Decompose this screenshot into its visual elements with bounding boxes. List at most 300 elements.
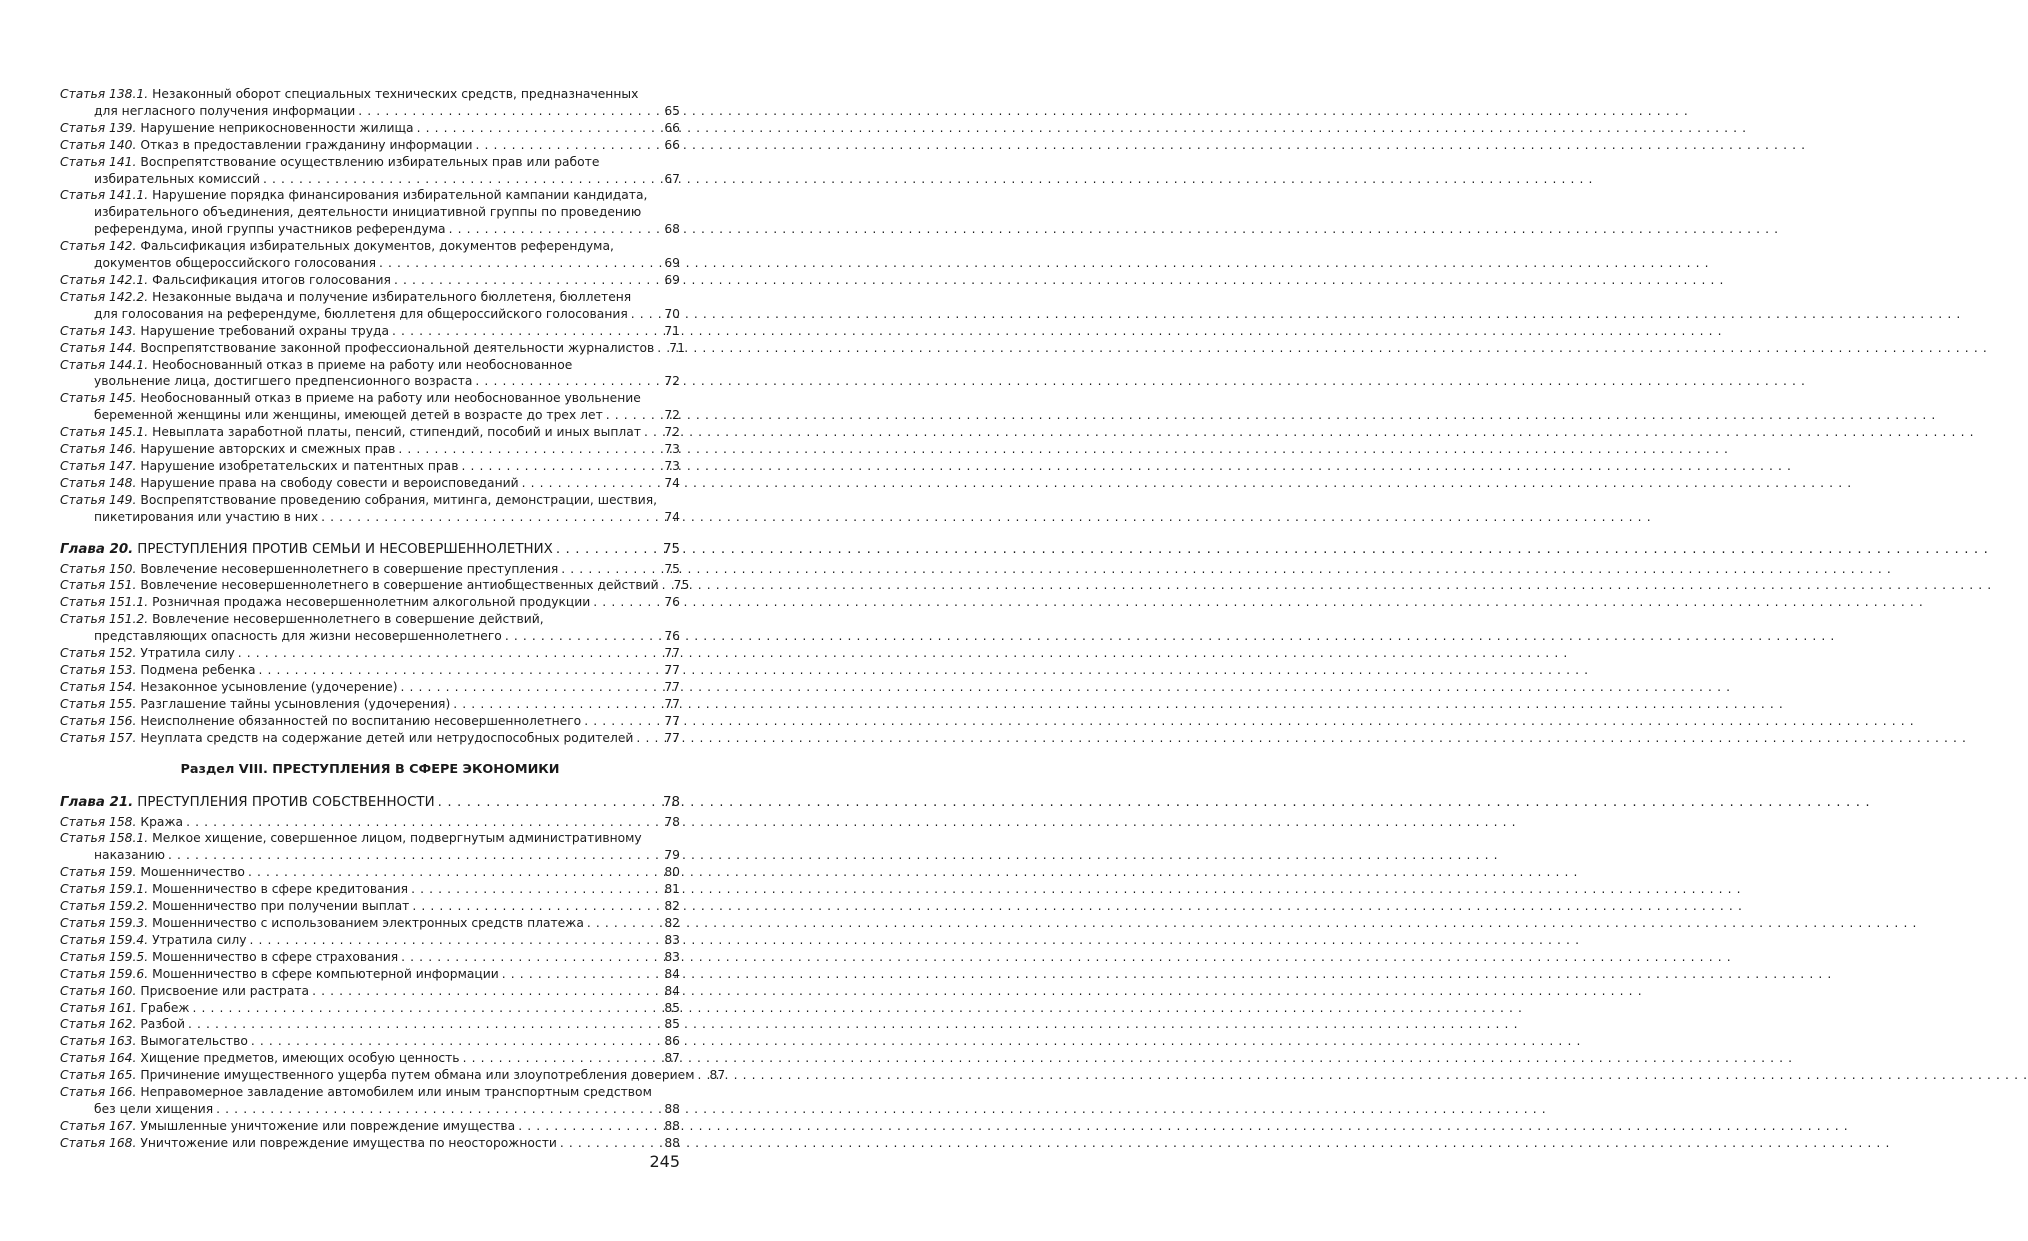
- toc-line: [60, 154, 680, 171]
- toc-line: [60, 238, 680, 255]
- dot-leader: [401, 949, 662, 966]
- toc-entry: [60, 120, 680, 137]
- page-number: 245: [649, 1152, 680, 1171]
- toc-line: [60, 577, 690, 594]
- toc-line: [60, 171, 680, 188]
- toc-line: [60, 713, 680, 730]
- toc-entry: [60, 645, 680, 662]
- article-label: Статья 164.: [60, 1051, 137, 1066]
- article-label: Статья 143.: [60, 323, 137, 338]
- article-title: Умышленные уничтожение или повреждение имущества: [140, 1118, 516, 1133]
- dot-leader: [401, 679, 663, 696]
- article-label: Статья 144.: [60, 340, 137, 355]
- toc-line: [60, 221, 680, 238]
- page-ref: 76: [664, 595, 680, 610]
- article-label: Статья 141.1.: [60, 188, 149, 203]
- page-ref: 66: [664, 137, 680, 152]
- toc-entry: [60, 441, 680, 458]
- article-title: Кража: [140, 814, 184, 829]
- page-ref: 82: [664, 915, 680, 930]
- toc-line: [60, 679, 680, 696]
- toc-line: [60, 86, 680, 103]
- article-label: Статья 167.: [60, 1118, 137, 1133]
- dot-leader: [358, 103, 662, 120]
- article-label: Статья 150.: [60, 561, 137, 576]
- dot-leader: [560, 1135, 662, 1152]
- article-label: Статья 142.: [60, 239, 137, 254]
- page-ref: 69: [664, 272, 680, 287]
- toc-line: [60, 1016, 680, 1033]
- page-ref: 74: [664, 509, 680, 524]
- page-ref: 88: [664, 1118, 680, 1133]
- toc-line: [60, 340, 685, 357]
- page-ref: 72: [664, 374, 680, 389]
- toc-line: [60, 814, 680, 831]
- article-title: Розничная продажа несовершеннолетним алкогольной продукции: [152, 595, 591, 610]
- page-ref: 71: [664, 323, 680, 338]
- dot-leader: [662, 577, 672, 594]
- article-title: Нарушение авторских и смежных прав: [140, 442, 396, 457]
- page-ref: 83: [664, 932, 680, 947]
- toc-line: [60, 864, 680, 881]
- page-ref: 88: [664, 1101, 680, 1116]
- article-label: Статья 159.1.: [60, 882, 149, 897]
- article-label: Статья 159.3.: [60, 915, 149, 930]
- toc-line: [60, 1135, 680, 1152]
- toc-line: [60, 561, 680, 578]
- toc-entry: [60, 1033, 680, 1050]
- dot-leader: [657, 340, 667, 357]
- page-ref: 77: [664, 679, 680, 694]
- dot-leader: [556, 541, 661, 559]
- toc-entry: [60, 1000, 680, 1017]
- article-title: Невыплата заработной платы, пенсий, стипендий, пособий и иных выплат: [152, 425, 641, 440]
- toc-line: [60, 983, 680, 1000]
- toc-entry: [60, 915, 680, 932]
- article-title: Мошенничество в сфере страхования: [152, 949, 399, 964]
- page-ref: 72: [664, 425, 680, 440]
- dot-leader: [606, 407, 663, 424]
- article-label: Статья 142.1.: [60, 272, 149, 287]
- article-title: Присвоение или растрата: [140, 983, 310, 998]
- dot-leader: [249, 932, 662, 949]
- page-ref: 80: [664, 865, 680, 880]
- toc-line: [60, 1033, 680, 1050]
- article-title: Грабеж: [140, 1000, 190, 1015]
- page-ref: 77: [664, 696, 680, 711]
- article-title: Разбой: [140, 1017, 185, 1032]
- article-title: для негласного получения информации: [94, 103, 356, 118]
- article-title: избирательных комиссий: [94, 171, 260, 186]
- article-title: Незаконный оборот специальных технических средств, предназначенных: [152, 87, 639, 101]
- toc-entry: [60, 187, 680, 238]
- toc-entry: [60, 611, 680, 645]
- article-label: Статья 159.4.: [60, 932, 149, 947]
- article-title: Нарушение неприкосновенности жилища: [140, 120, 414, 135]
- toc-line: [60, 915, 680, 932]
- dot-leader: [584, 713, 662, 730]
- article-title: Мошенничество: [140, 865, 245, 880]
- page-ref: 87: [664, 1051, 680, 1066]
- dot-leader: [188, 1016, 662, 1033]
- toc-line: [60, 1101, 680, 1118]
- page-ref: 81: [664, 882, 680, 897]
- article-label: Статья 154.: [60, 679, 137, 694]
- toc-line: [60, 830, 680, 847]
- toc-entry: [60, 238, 680, 272]
- toc-entry: [60, 864, 680, 881]
- toc-line: [60, 323, 680, 340]
- article-label: Статья 161.: [60, 1000, 137, 1015]
- dot-leader: [438, 794, 661, 812]
- toc-entry: [60, 289, 680, 323]
- page-ref: 84: [664, 983, 680, 998]
- toc-entry: [60, 323, 680, 340]
- article-title: Причинение имущественного ущерба путем обмана или злоупотребления доверием: [140, 1068, 695, 1083]
- page-ref: 85: [664, 1000, 680, 1015]
- article-title: Уничтожение или повреждение имущества по неосторожности: [140, 1135, 557, 1150]
- toc-line: [60, 932, 680, 949]
- toc-entry: [60, 1135, 680, 1152]
- article-label: Статья 152.: [60, 646, 137, 661]
- dot-leader: [412, 898, 662, 915]
- table-of-contents: [60, 86, 726, 1152]
- page-ref: 65: [664, 103, 680, 118]
- article-label: Статья 149.: [60, 492, 137, 507]
- toc-line: [60, 272, 680, 289]
- dot-leader: [259, 662, 663, 679]
- page-ref: 86: [664, 1034, 680, 1049]
- toc-entry: [60, 949, 680, 966]
- article-label: Статья 158.: [60, 814, 137, 829]
- toc-entry: [60, 730, 680, 747]
- article-label: Статья 168.: [60, 1135, 137, 1150]
- toc-line: [60, 204, 680, 221]
- toc-line: [60, 881, 680, 898]
- toc-entry: [60, 154, 680, 188]
- toc-line: [60, 441, 680, 458]
- toc-line: [60, 1118, 680, 1135]
- toc-entry: [60, 1118, 680, 1135]
- dot-leader: [518, 1118, 662, 1135]
- article-title: Фальсификация избирательных документов, документов референдума,: [140, 239, 614, 254]
- toc-entry: [60, 475, 680, 492]
- page-ref: 69: [664, 256, 680, 271]
- toc-entry: [60, 561, 680, 578]
- article-label: Статья 159.6.: [60, 966, 149, 981]
- article-label: Статья 145.1.: [60, 425, 149, 440]
- page-ref: 76: [664, 629, 680, 644]
- dot-leader: [475, 373, 662, 390]
- chapter-title: ПРЕСТУПЛЕНИЯ ПРОТИВ СЕМЬИ И НЕСОВЕРШЕННОЛЕТНИХ: [137, 541, 553, 557]
- article-label: Статья 159.2.: [60, 899, 149, 914]
- toc-line: [60, 696, 680, 713]
- article-title: Незаконное усыновление (удочерение): [140, 679, 398, 694]
- page-ref: 77: [664, 646, 680, 661]
- toc-line: [60, 611, 680, 628]
- page-ref: 77: [664, 663, 680, 677]
- toc-entry: [60, 594, 680, 611]
- article-title: Воспрепятствование законной профессиональной деятельности журналистов: [140, 340, 655, 355]
- article-title: Неправомерное завладение автомобилем или иным транспортным средством: [140, 1085, 652, 1100]
- article-title: Воспрепятствование проведению собрания, митинга, демонстрации, шествия,: [140, 492, 658, 507]
- dot-leader: [417, 120, 663, 137]
- toc-line: [60, 306, 680, 323]
- toc-entry: [60, 390, 680, 424]
- dot-leader: [398, 441, 662, 458]
- toc-line: [60, 390, 680, 407]
- dot-leader: [522, 475, 663, 492]
- article-label: Статья 159.: [60, 865, 137, 880]
- dot-leader: [238, 645, 663, 662]
- article-label: Статья 142.2.: [60, 289, 149, 304]
- article-label: Статья 163.: [60, 1034, 137, 1049]
- page-ref: 87: [709, 1068, 726, 1083]
- toc-line: [60, 966, 680, 983]
- article-title: наказанию: [94, 848, 165, 863]
- toc-line: [60, 1050, 680, 1067]
- dot-leader: [502, 966, 663, 983]
- page-ref: 88: [664, 1135, 680, 1150]
- article-title: увольнение лица, достигшего предпенсионного возраста: [94, 374, 473, 389]
- toc-line: [60, 730, 680, 747]
- article-label: Статья 153.: [60, 663, 137, 677]
- toc-line: [60, 898, 680, 915]
- article-title: Вовлечение несовершеннолетнего в совершение действий,: [152, 612, 544, 627]
- chapter-entry: [60, 541, 680, 559]
- article-title: Нарушение требований охраны труда: [140, 323, 390, 338]
- dot-leader: [461, 458, 662, 475]
- article-title: Незаконные выдача и получение избирательного бюллетеня, бюллетеня: [152, 289, 632, 304]
- toc-line: [60, 137, 680, 154]
- page-ref: 75: [664, 561, 680, 576]
- page-ref: 85: [664, 1017, 680, 1032]
- dot-leader: [593, 594, 662, 611]
- toc-line: [60, 509, 680, 526]
- toc-entry: [60, 898, 680, 915]
- article-title: Мошенничество при получении выплат: [152, 899, 410, 914]
- toc-entry: [60, 966, 680, 983]
- toc-line: [60, 289, 680, 306]
- toc-line: [60, 424, 680, 441]
- dot-leader: [192, 1000, 662, 1017]
- dot-leader: [216, 1101, 662, 1118]
- toc-line: [60, 458, 680, 475]
- page-ref: 67: [664, 171, 680, 186]
- page-ref: 72: [664, 408, 680, 423]
- toc-line: [60, 373, 680, 390]
- page-ref: 78: [662, 794, 680, 810]
- page-ref: 75: [673, 578, 690, 593]
- article-title: Фальсификация итогов голосования: [152, 272, 391, 287]
- article-title: Вовлечение несовершеннолетнего в совершение преступления: [140, 561, 559, 576]
- toc-entry: [60, 696, 680, 713]
- toc-line: [60, 407, 680, 424]
- toc-entry: [60, 340, 685, 357]
- toc-line: [60, 120, 680, 137]
- toc-entry: [60, 458, 680, 475]
- dot-leader: [251, 1033, 662, 1050]
- article-title: референдума, иной группы участников референдума: [94, 222, 446, 237]
- article-title: Необоснованный отказ в приеме на работу или необоснованное увольнение: [140, 391, 641, 406]
- toc-line: [60, 1000, 680, 1017]
- chapter-label: Глава 21.: [60, 794, 134, 810]
- dot-leader: [379, 255, 662, 272]
- article-title: избирательного объединения, деятельности инициативной группы по проведению: [94, 205, 642, 220]
- dot-leader: [449, 221, 663, 238]
- toc-entry: [60, 679, 680, 696]
- toc-entry: [60, 881, 680, 898]
- toc-entry: [60, 137, 680, 154]
- article-label: Статья 151.1.: [60, 595, 149, 610]
- dot-leader: [263, 171, 662, 188]
- dot-leader: [644, 424, 662, 441]
- article-label: Статья 151.2.: [60, 612, 149, 627]
- article-label: Статья 160.: [60, 983, 137, 998]
- toc-line: [60, 949, 680, 966]
- article-title: Нарушение порядка финансирования избирательной кампании кандидата,: [152, 188, 648, 203]
- article-label: Статья 147.: [60, 458, 137, 473]
- article-label: Статья 144.1.: [60, 357, 149, 372]
- article-title: Неисполнение обязанностей по воспитанию несовершеннолетнего: [140, 713, 582, 728]
- dot-leader: [636, 730, 662, 747]
- article-title: Нарушение права на свободу совести и вероисповеданий: [140, 475, 519, 490]
- article-title: представляющих опасность для жизни несовершеннолетнего: [94, 629, 502, 644]
- article-label: Статья 166.: [60, 1085, 137, 1100]
- dot-leader: [411, 881, 662, 898]
- article-title: Мелкое хищение, совершенное лицом, подвергнутым административному: [152, 831, 642, 846]
- article-title: Мошенничество в сфере компьютерной информации: [152, 966, 499, 981]
- toc-entry: [60, 424, 680, 441]
- article-title: Вовлечение несовершеннолетнего в совершение антиобщественных действий: [140, 578, 659, 593]
- toc-line: [60, 492, 680, 509]
- toc-entry: [60, 577, 690, 594]
- page-ref: 66: [664, 120, 680, 135]
- toc-entry: [60, 272, 680, 289]
- toc-entry: [60, 1067, 726, 1084]
- article-title: Нарушение изобретательских и патентных прав: [140, 458, 459, 473]
- page-ref: 74: [664, 475, 680, 490]
- toc-entry: [60, 1084, 680, 1118]
- toc-line: [60, 847, 680, 864]
- article-title: Вымогательство: [140, 1034, 248, 1049]
- article-title: Разглашение тайны усыновления (удочерения): [140, 696, 451, 711]
- dot-leader: [392, 323, 662, 340]
- toc-line: [60, 187, 680, 204]
- dot-leader: [248, 864, 662, 881]
- toc-entry: [60, 1050, 680, 1067]
- article-label: Статья 165.: [60, 1068, 137, 1083]
- toc-line: [60, 103, 680, 120]
- article-label: Статья 141.: [60, 154, 137, 169]
- article-title: Утратила силу: [152, 932, 247, 947]
- article-label: Статья 157.: [60, 730, 137, 745]
- article-title: Воспрепятствование осуществлению избирательных прав или работе: [140, 154, 600, 169]
- toc-entry: [60, 814, 680, 831]
- dot-leader: [561, 561, 662, 578]
- article-title: Мошенничество с использованием электронных средств платежа: [152, 915, 584, 930]
- article-title: Неуплата средств на содержание детей или нетрудоспособных родителей: [140, 730, 634, 745]
- toc-entry: [60, 983, 680, 1000]
- article-title: Подмена ребенка: [140, 663, 256, 677]
- toc-entry: [60, 662, 680, 679]
- dot-leader: [312, 983, 662, 1000]
- page-ref: 82: [664, 899, 680, 914]
- dot-leader: [321, 509, 662, 526]
- chapter-label: Глава 20.: [60, 541, 134, 557]
- dot-leader: [505, 628, 663, 645]
- article-label: Статья 151.: [60, 578, 137, 593]
- article-title: документов общероссийского голосования: [94, 256, 377, 271]
- toc-entry: [60, 86, 680, 120]
- page-ref: 77: [664, 713, 680, 728]
- dot-leader: [168, 847, 662, 864]
- toc-line: [60, 662, 680, 679]
- page-ref: 68: [664, 222, 680, 237]
- chapter-title: ПРЕСТУПЛЕНИЯ ПРОТИВ СОБСТВЕННОСТИ: [137, 794, 435, 810]
- dot-leader: [587, 915, 662, 932]
- toc-entry: [60, 1016, 680, 1033]
- toc-line: [60, 628, 680, 645]
- page-ref: 79: [664, 848, 680, 863]
- page-ref: 73: [664, 458, 680, 473]
- dot-leader: [463, 1050, 663, 1067]
- article-label: Статья 159.5.: [60, 949, 149, 964]
- toc-line: [60, 1067, 726, 1084]
- page-ref: 78: [664, 814, 680, 829]
- page-ref: 73: [664, 442, 680, 457]
- article-label: Статья 162.: [60, 1017, 137, 1032]
- chapter-entry: [60, 794, 680, 812]
- toc-line: [60, 357, 680, 374]
- article-label: Статья 156.: [60, 713, 137, 728]
- toc-entry: [60, 830, 680, 864]
- article-title: для голосования на референдуме, бюллетеня для общероссийского голосования: [94, 306, 628, 321]
- article-label: Статья 139.: [60, 120, 137, 135]
- dot-leader: [186, 814, 662, 831]
- toc-line: [60, 645, 680, 662]
- article-title: Отказ в предоставлении гражданину информации: [140, 137, 473, 152]
- article-title: Утратила силу: [140, 646, 235, 661]
- toc-entry: [60, 713, 680, 730]
- page-ref: 77: [664, 730, 680, 745]
- article-label: Статья 146.: [60, 442, 137, 457]
- article-title: без цели хищения: [94, 1101, 214, 1116]
- dot-leader: [453, 696, 662, 713]
- article-label: Статья 155.: [60, 696, 137, 711]
- toc-line: [60, 475, 680, 492]
- dot-leader: [394, 272, 662, 289]
- dot-leader: [631, 306, 663, 323]
- page-ref: 71: [669, 340, 685, 355]
- toc-line: [60, 594, 680, 611]
- section-heading: Раздел VIII. ПРЕСТУПЛЕНИЯ В СФЕРЕ ЭКОНОМИКИ: [180, 761, 560, 777]
- toc-entry: [60, 357, 680, 391]
- dot-leader: [698, 1067, 708, 1084]
- page-ref: 70: [664, 306, 680, 321]
- article-label: Статья 140.: [60, 137, 137, 152]
- article-label: Статья 145.: [60, 391, 137, 406]
- page-ref: 84: [664, 966, 680, 981]
- toc-entry: [60, 932, 680, 949]
- article-title: беременной женщины или женщины, имеющей детей в возрасте до трех лет: [94, 408, 603, 423]
- article-title: Хищение предметов, имеющих особую ценность: [140, 1051, 460, 1066]
- article-label: Статья 138.1.: [60, 87, 149, 101]
- dot-leader: [476, 137, 663, 154]
- article-title: Необоснованный отказ в приеме на работу или необоснованное: [152, 357, 573, 372]
- article-label: Статья 148.: [60, 475, 137, 490]
- page-ref: 75: [662, 541, 680, 557]
